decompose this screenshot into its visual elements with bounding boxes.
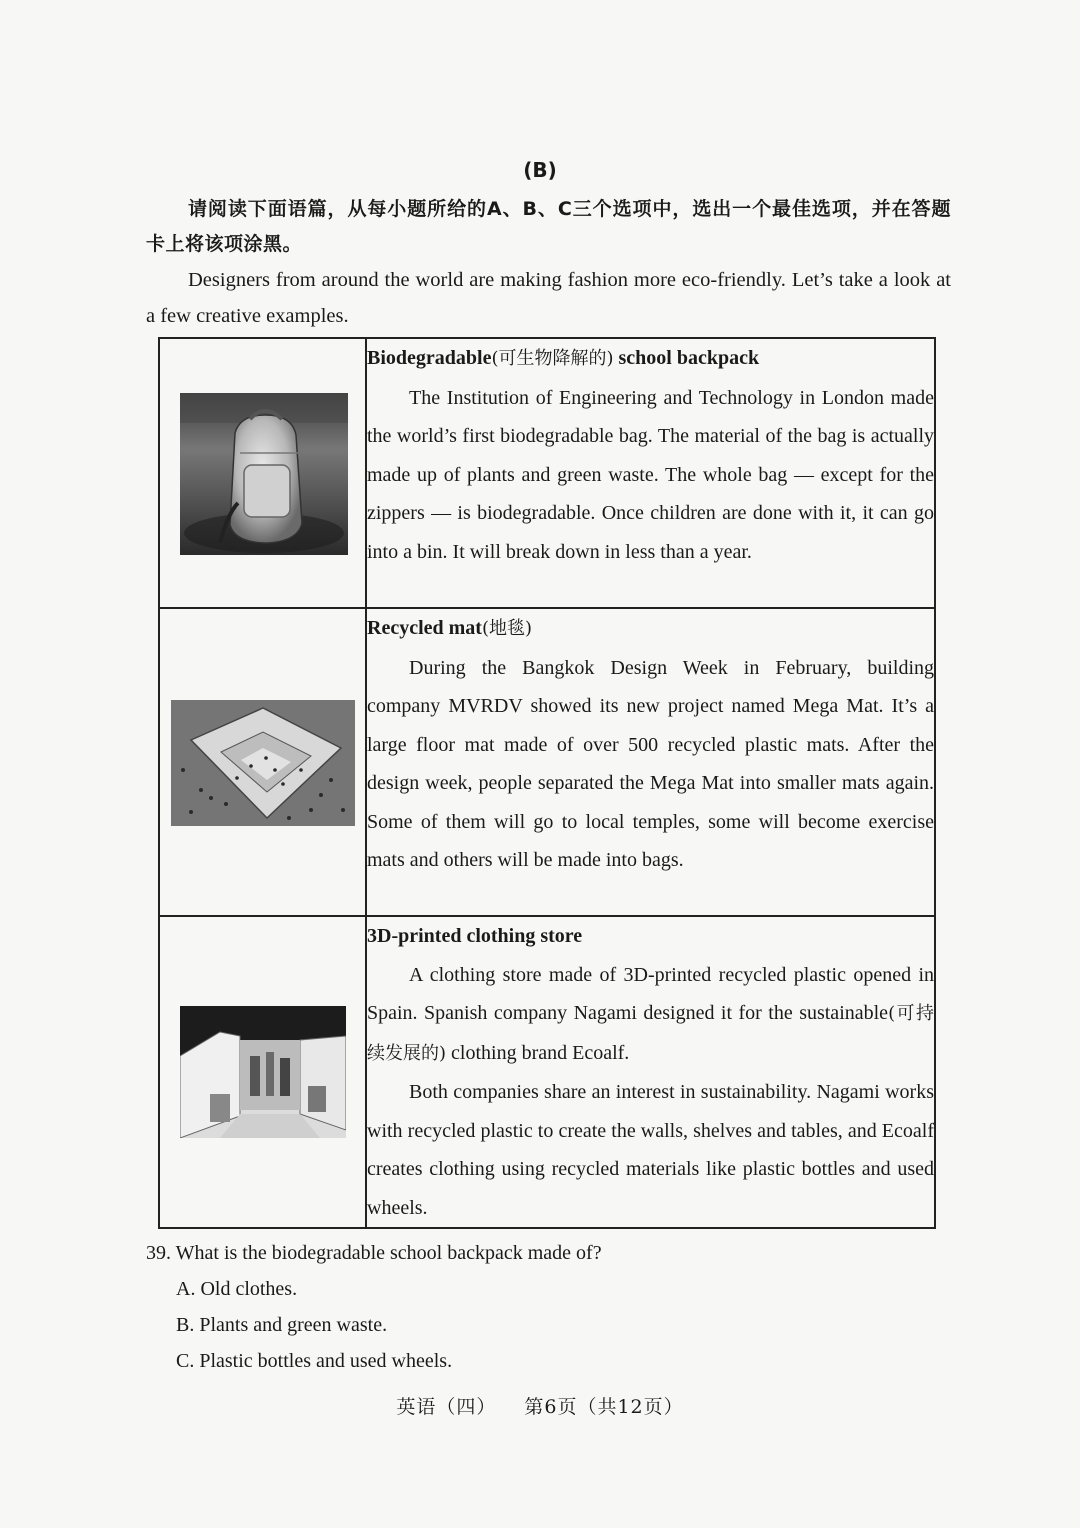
mat-text-cell	[366, 608, 935, 916]
question-stem: 39. What is the biodegradable school backpack made of?	[146, 1242, 602, 1264]
title-en: Recycled mat	[367, 617, 482, 639]
page-footer	[0, 1392, 1080, 1419]
table-row	[159, 916, 935, 1228]
item-paragraph	[367, 956, 934, 1074]
examples-table	[158, 337, 936, 1229]
question-39	[146, 1235, 602, 1379]
table-row	[159, 608, 935, 916]
mat-image-cell	[159, 608, 366, 916]
item-title	[367, 609, 934, 649]
mat-photo	[171, 700, 355, 826]
section-label: (B)	[523, 158, 557, 182]
item-title	[367, 917, 934, 956]
title-en-tail: school backpack	[613, 347, 760, 369]
store-text-cell	[366, 916, 935, 1228]
backpack-photo	[180, 393, 348, 555]
title-cn: (可生物降解的)	[491, 348, 614, 369]
footer-page: 第6页（共12页）	[524, 1396, 684, 1418]
option-a: A. Old clothes.	[176, 1278, 298, 1300]
footer-subject: 英语（四）	[396, 1396, 497, 1418]
item-title	[367, 339, 934, 379]
intro-paragraph: Designers from around the world are making fashion more eco-friendly. Let’s take a look at a few creative examples.	[146, 269, 951, 327]
para-tail-post: clothing brand Ecoalf.	[446, 1041, 630, 1064]
table-row	[159, 338, 935, 608]
item-paragraph: The Institution of Engineering and Technology in London made the world’s first biodegradable bag. The material of the bag is actually made up of plants and green waste. The whole bag — except for the zippers — is biodegradable. Once children are done with it, it can go into a bin. It will break down in less than a year.	[367, 386, 934, 563]
title-cn: (地毯)	[481, 618, 532, 639]
para-tail-cn: (可持续发展的)	[367, 1003, 935, 1064]
title-en: 3D-printed clothing store	[367, 925, 583, 947]
para-text: A clothing store made of 3D-printed recycled plastic opened in Spain. Spanish company Nagami designed it for the	[367, 963, 934, 1024]
backpack-text-cell	[366, 338, 935, 608]
option-b: B. Plants and green waste.	[176, 1314, 388, 1336]
backpack-image-cell	[159, 338, 366, 608]
item-paragraph: Both companies share an interest in sustainability. Nagami works with recycled plastic to create the walls, shelves and tables, and Ecoalf creates clothing using recycled materials like plastic bottles and used wheels.	[367, 1081, 934, 1219]
instruction-text: 请阅读下面语篇，从每小题所给的A、B、C三个选项中，选出一个最佳选项，并在答题卡上将该项涂黑。	[146, 198, 951, 255]
store-image-cell	[159, 916, 366, 1228]
item-paragraph: During the Bangkok Design Week in February, building company MVRDV showed its new project named Mega Mat. It’s a large floor mat made of over 500 recycled plastic mats. After the design week, people separated the Mega Mat into smaller mats again. Some of them will go to local temples, some will become exercise mats and others will be made into bags.	[367, 656, 934, 871]
option-c: C. Plastic bottles and used wheels.	[176, 1350, 453, 1372]
para-tail-pre: sustainable	[799, 1002, 889, 1024]
store-photo	[180, 1006, 346, 1138]
title-en: Biodegradable	[367, 347, 492, 369]
